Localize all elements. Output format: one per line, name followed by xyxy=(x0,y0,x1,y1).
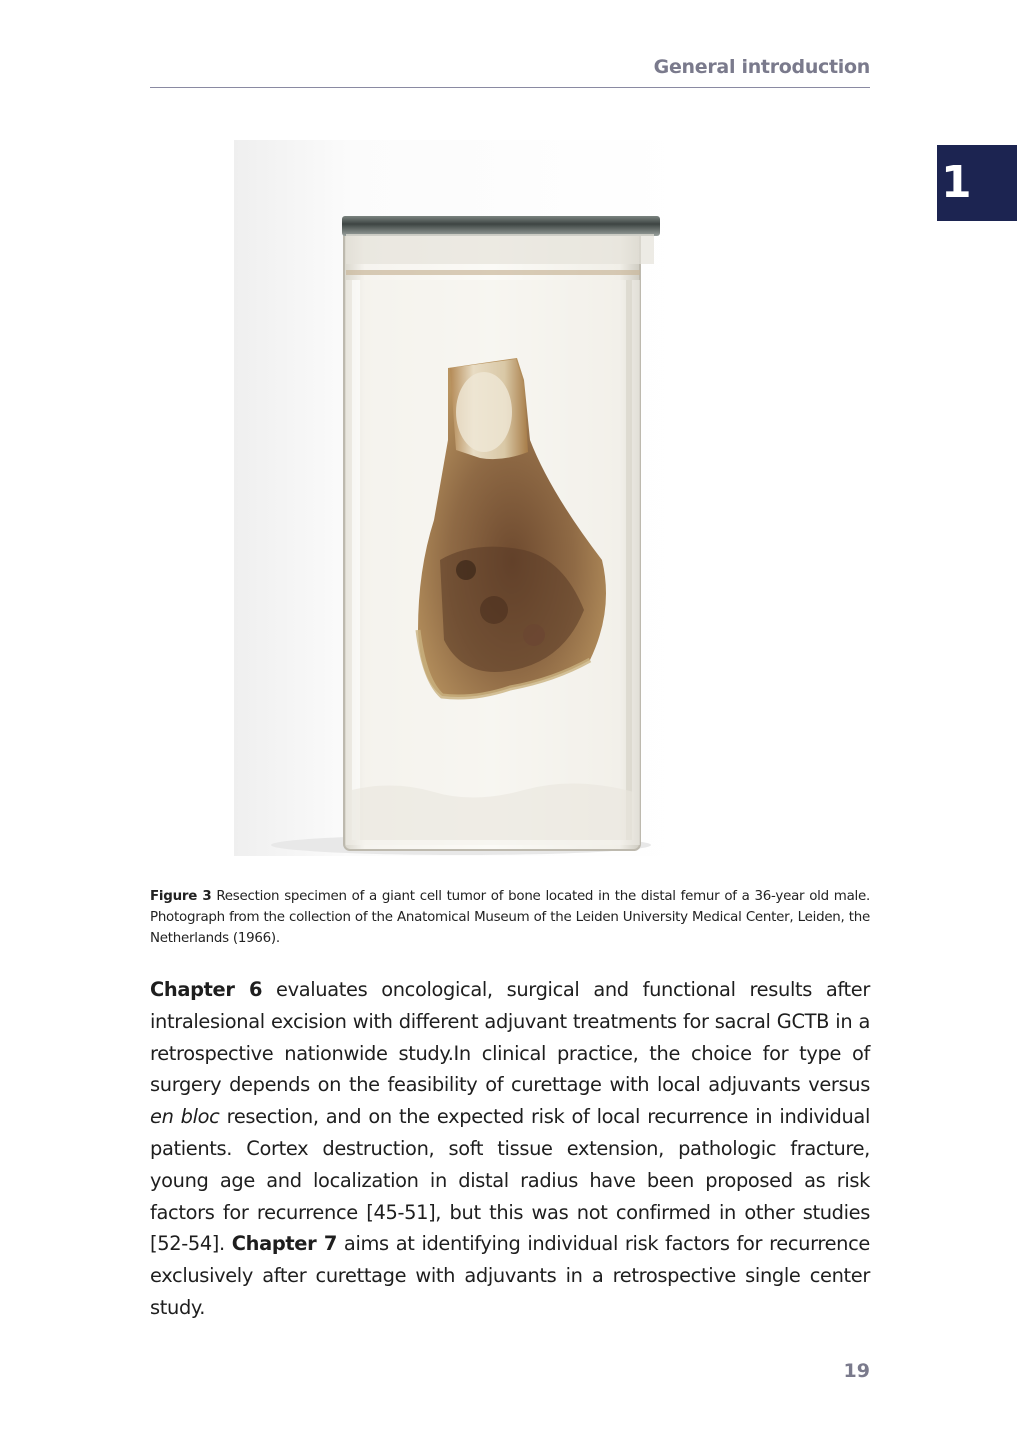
chapter-tab: 1 xyxy=(937,145,1017,221)
chapter7-ref: Chapter 7 xyxy=(231,1232,337,1256)
body-paragraph xyxy=(150,974,870,1324)
figure-caption xyxy=(150,886,870,949)
en-bloc-term: en bloc xyxy=(150,1105,220,1129)
body-text-b: resection, and on the expected risk of local recurrence in individual patients. Cortex destruction, soft tissue extension, pathologic fracture, young age and localization in distal radius have been proposed as risk factors for recurrence [45-51], but this was not confirmed in other studies [52-54]. xyxy=(150,1105,871,1256)
header-rule xyxy=(150,87,870,88)
figure-label: Figure 3 xyxy=(150,889,212,904)
body-text-a: evaluates oncological, surgical and functional results after intralesional excision with different adjuvant treatments for sacral GCTB in a retrospective nationwide study.In clinical practice, the choice for type of surgery depends on the feasibility of curettage with local adjuvants versus xyxy=(150,978,870,1097)
chapter6-ref: Chapter 6 xyxy=(150,978,263,1001)
specimen-jar-photo xyxy=(234,140,688,856)
figure-caption-text: Resection specimen of a giant cell tumor of bone located in the distal femur of a 36-year old male. Photograph from the collection of the Anatomical Museum of the Leiden University Medical Center, Leiden, the Netherlands (1966). xyxy=(150,889,870,946)
page-number: 19 xyxy=(843,1360,870,1382)
running-title: General introduction xyxy=(653,56,870,78)
body-text-c: aims at identifying individual risk factors for recurrence exclusively after curettage with adjuvants in a retrospective single center study. xyxy=(150,1232,870,1319)
